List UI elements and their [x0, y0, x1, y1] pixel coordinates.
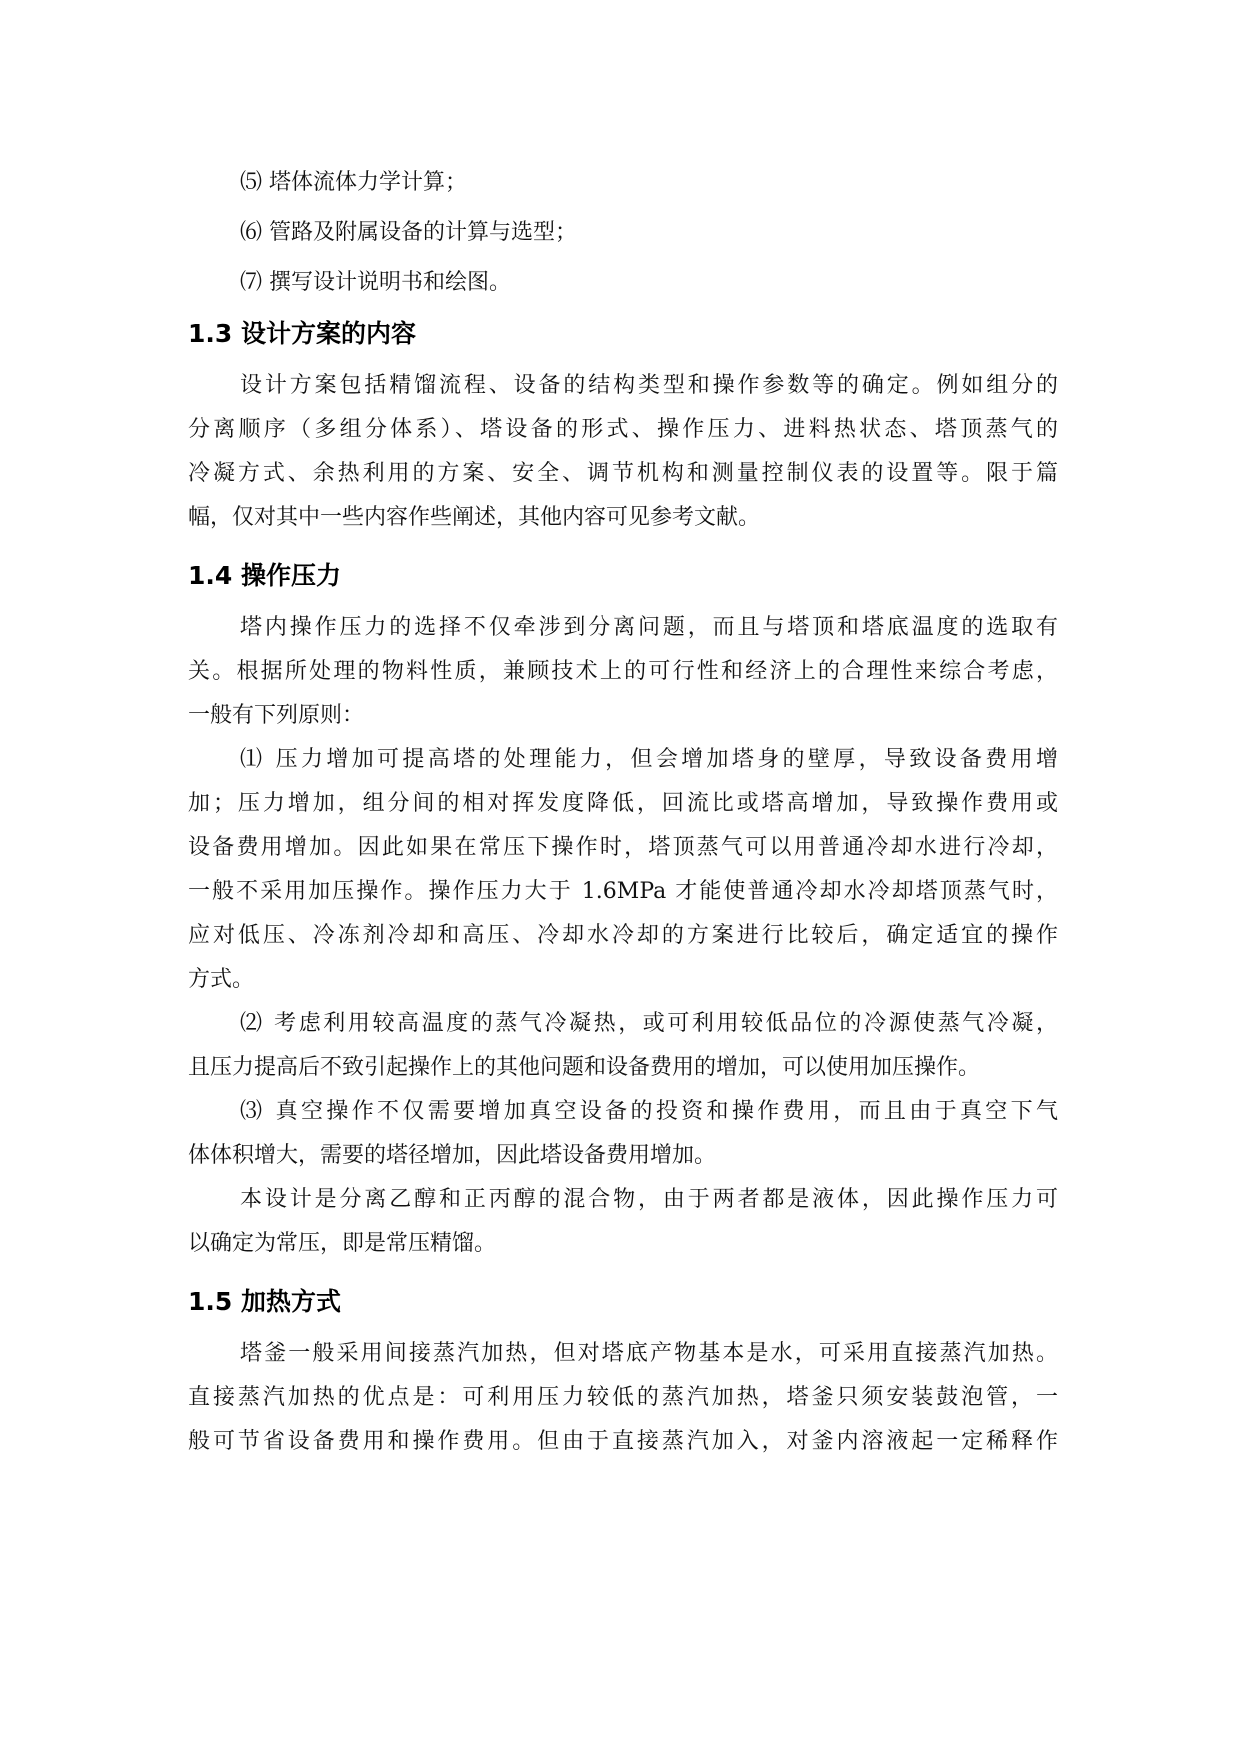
- paragraph-line: 本设计是分离乙醇和正丙醇的混合物，由于两者都是液体，因此操作压力可: [240, 1187, 1058, 1212]
- paragraph-line: 般可节省设备费用和操作费用。但由于直接蒸汽加入，对釜内溶液起一定稀释作: [188, 1429, 1058, 1454]
- paragraph-line: 加；压力增加，组分间的相对挥发度降低，回流比或塔高增加，导致操作费用或: [188, 791, 1058, 816]
- paragraph-line: 冷凝方式、余热利用的方案、安全、调节机构和测量控制仪表的设置等。限于篇: [188, 461, 1058, 486]
- paragraph-line: 塔釜一般采用间接蒸汽加热，但对塔底产物基本是水，可采用直接蒸汽加热。: [240, 1341, 1058, 1366]
- paragraph-line: ⑵ 考虑利用较高温度的蒸气冷凝热，或可利用较低品位的冷源使蒸气冷凝，: [240, 1011, 1058, 1036]
- paragraph-design-scheme: [188, 364, 1058, 540]
- paragraph-line: 直接蒸汽加热的优点是：可利用压力较低的蒸汽加热，塔釜只须安装鼓泡管，一: [188, 1385, 1058, 1410]
- paragraph-line: 塔内操作压力的选择不仅牵涉到分离问题，而且与塔顶和塔底温度的选取有: [240, 615, 1058, 640]
- paragraph-line: 幅，仅对其中一些内容作些阐述，其他内容可见参考文献。: [188, 505, 761, 530]
- paragraph-line: 以确定为常压，即是常压精馏。: [188, 1231, 497, 1256]
- paragraph-line: 设计方案包括精馏流程、设备的结构类型和操作参数等的确定。例如组分的: [240, 373, 1058, 398]
- list-item-5: ⑸ 塔体流体力学计算；: [240, 170, 467, 195]
- paragraph-line: 设备费用增加。因此如果在常压下操作时，塔顶蒸气可以用普通冷却水进行冷却，: [188, 835, 1058, 860]
- section-heading-1-4: 1.4 操作压力: [188, 561, 341, 590]
- list-item-6: ⑹ 管路及附属设备的计算与选型；: [240, 220, 577, 245]
- paragraph-line: ⑶ 真空操作不仅需要增加真空设备的投资和操作费用，而且由于真空下气: [240, 1099, 1058, 1124]
- paragraph-pressure-conclusion: [188, 1178, 1058, 1266]
- paragraph-line: ⑴ 压力增加可提高塔的处理能力，但会增加塔身的壁厚，导致设备费用增: [240, 747, 1058, 772]
- paragraph-line: 一般不采用加压操作。操作压力大于 1.6MPa 才能使普通冷却水冷却塔顶蒸气时，: [188, 879, 1058, 904]
- page-content: [188, 158, 1058, 1464]
- paragraph-heating-method: [188, 1332, 1058, 1464]
- paragraph-line: 应对低压、冷冻剂冷却和高压、冷却水冷却的方案进行比较后，确定适宜的操作: [188, 923, 1058, 948]
- paragraph-pressure-item-2: [188, 1002, 1058, 1090]
- paragraph-line: 且压力提高后不致引起操作上的其他问题和设备费用的增加，可以使用加压操作。: [188, 1055, 981, 1080]
- paragraph-line: 关。根据所处理的物料性质，兼顾技术上的可行性和经济上的合理性来综合考虑，: [188, 659, 1058, 684]
- paragraph-line: 体体积增大，需要的塔径增加，因此塔设备费用增加。: [188, 1143, 717, 1168]
- paragraph-line: 一般有下列原则：: [188, 703, 365, 728]
- paragraph-pressure-item-1: [188, 738, 1058, 1002]
- section-heading-1-3: 1.3 设计方案的内容: [188, 319, 416, 348]
- list-item-7: ⑺ 撰写设计说明书和绘图。: [240, 270, 511, 295]
- paragraph-line: 方式。: [188, 967, 255, 992]
- section-heading-1-5: 1.5 加热方式: [188, 1287, 341, 1316]
- paragraph-pressure-item-3: [188, 1090, 1058, 1178]
- paragraph-line: 分离顺序（多组分体系）、塔设备的形式、操作压力、进料热状态、塔顶蒸气的: [188, 417, 1058, 442]
- paragraph-pressure-intro: [188, 606, 1058, 738]
